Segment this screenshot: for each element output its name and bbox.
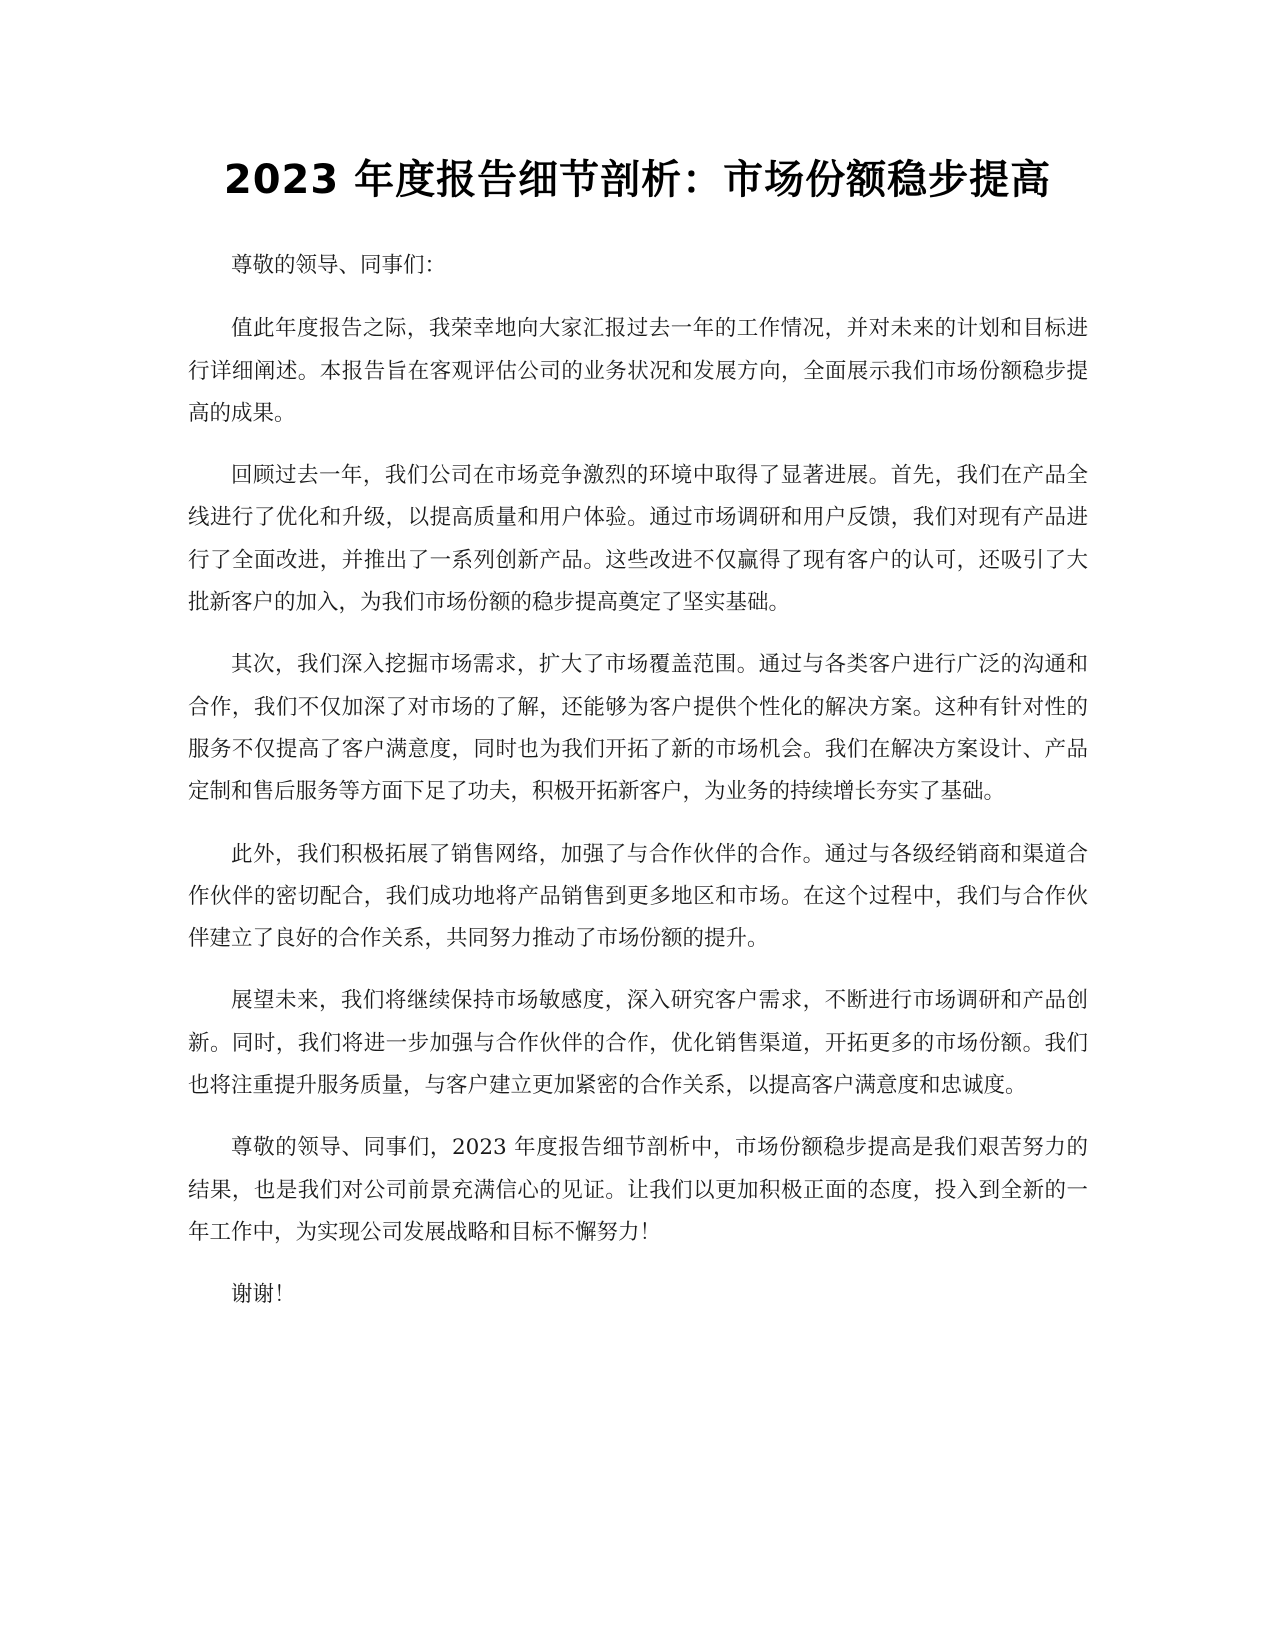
market-demand-paragraph: 其次，我们深入挖掘市场需求，扩大了市场覆盖范围。通过与各类客户进行广泛的沟通和合作，我们不仅加深了对市场的了解，还能够为客户提供个性化的解决方案。这种有针对性的服务不仅提高了客户满意度，同时也为我们开拓了新的市场机会。我们在解决方案设计、产品定制和售后服务等方面下足了功夫，积极开拓新客户，为业务的持续增长夯实了基础。 <box>188 652 1088 805</box>
intro-paragraph: 值此年度报告之际，我荣幸地向大家汇报过去一年的工作情况，并对未来的计划和目标进行详细阐述。本报告旨在客观评估公司的业务状况和发展方向，全面展示我们市场份额稳步提高的成果。 <box>188 316 1088 426</box>
sales-network-paragraph: 此外，我们积极拓展了销售网络，加强了与合作伙伴的合作。通过与各级经销商和渠道合作伙伴的密切配合，我们成功地将产品销售到更多地区和市场。在这个过程中，我们与合作伙伴建立了良好的合作关系，共同努力推动了市场份额的提升。 <box>188 841 1088 952</box>
conclusion-paragraph: 尊敬的领导、同事们，2023 年度报告细节剖析中，市场份额稳步提高是我们艰苦努力的结果，也是我们对公司前景充满信心的见证。让我们以更加积极正面的态度，投入到全新的一年工作中，为实现公司发展战略和目标不懈努力！ <box>188 1135 1088 1245</box>
review-paragraph: 回顾过去一年，我们公司在市场竞争激烈的环境中取得了显著进展。首先，我们在产品全线进行了优化和升级，以提高质量和用户体验。通过市场调研和用户反馈，我们对现有产品进行了全面改进，并推出了一系列创新产品。这些改进不仅赢得了现有客户的认可，还吸引了大批新客户的加入，为我们市场份额的稳步提高奠定了坚实基础。 <box>188 463 1088 616</box>
outlook-paragraph: 展望未来，我们将继续保持市场敏感度，深入研究客户需求，不断进行市场调研和产品创新。同时，我们将进一步加强与合作伙伴的合作，优化销售渠道，开拓更多的市场份额。我们也将注重提升服务质量，与客户建立更加紧密的合作关系，以提高客户满意度和忠诚度。 <box>188 988 1088 1099</box>
document-title: 2023 年度报告细节剖析：市场份额稳步提高 <box>223 157 1052 203</box>
document-body <box>188 245 1088 1337</box>
salutation-paragraph: 尊敬的领导、同事们： <box>231 253 447 278</box>
thanks-paragraph: 谢谢！ <box>231 1282 296 1308</box>
